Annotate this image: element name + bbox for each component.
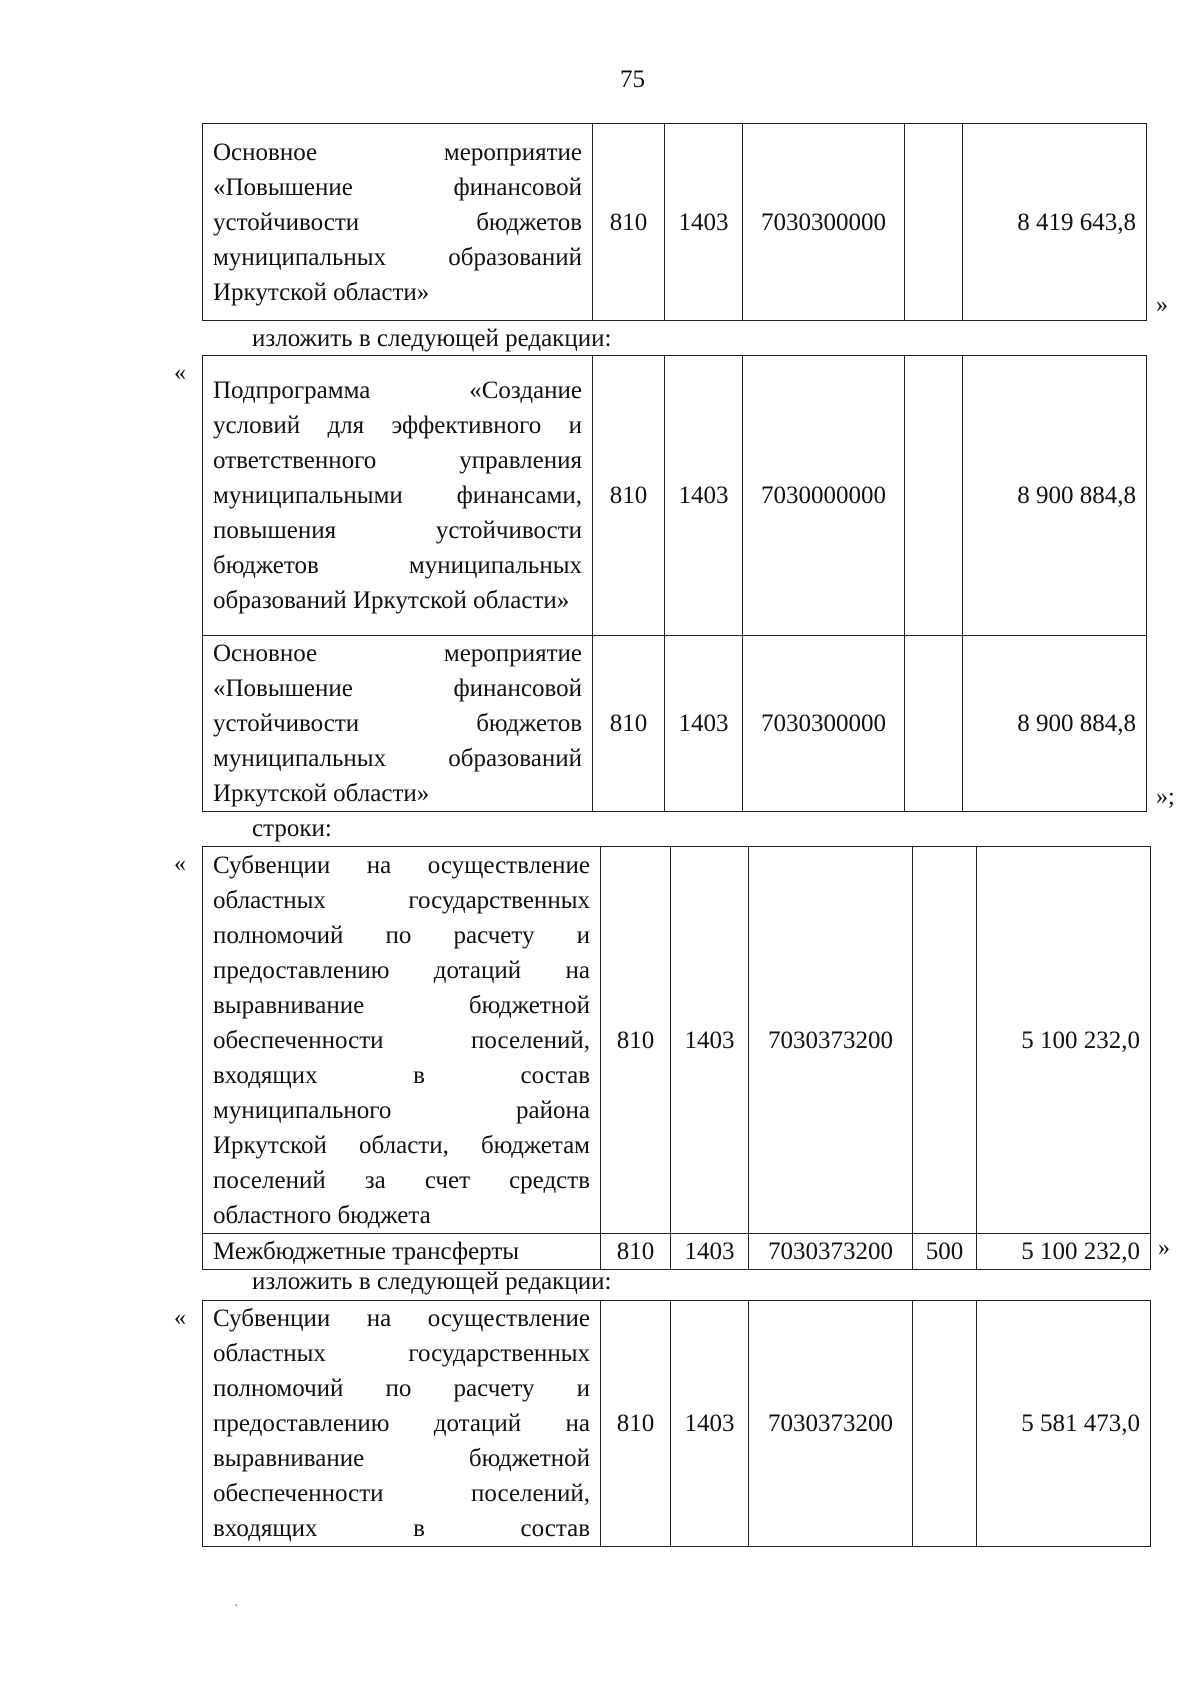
- department-code: 810: [593, 124, 665, 321]
- instruction-text: изложить в следующей редакции:: [252, 1268, 612, 1295]
- department-code: 810: [601, 1234, 671, 1270]
- closing-quote: »: [1158, 1235, 1170, 1261]
- amount: 8 900 884,8: [963, 636, 1147, 812]
- closing-quote: »: [1156, 292, 1168, 318]
- amount: 5 581 473,0: [977, 1301, 1151, 1547]
- department-code: 810: [593, 356, 665, 636]
- expense-type: [905, 124, 963, 321]
- section-code: 1403: [671, 1234, 749, 1270]
- closing-quote-semicolon: »;: [1156, 784, 1175, 810]
- opening-quote: «: [174, 360, 186, 386]
- expense-type: [913, 1301, 977, 1547]
- table-row: [203, 356, 1147, 636]
- table-row: [203, 124, 1147, 321]
- target-article: 7030000000: [743, 356, 905, 636]
- page-number: 75: [620, 66, 645, 93]
- table-row: [203, 636, 1147, 812]
- row-description: Основное мероприятие «Повышение финансовой устойчивости бюджетов муниципальных образований Иркутской области»: [203, 636, 593, 812]
- table-old-main-activity: [202, 123, 1147, 321]
- table-row: [203, 847, 1151, 1234]
- row-description: Подпрограмма «Создание условий для эффективного и ответственного управления муниципальными финансами, повышения устойчивости бюджетов муниципальных образований Иркутской области»: [203, 356, 593, 636]
- target-article: 7030300000: [743, 636, 905, 812]
- section-code: 1403: [671, 1301, 749, 1547]
- opening-quote: «: [174, 1305, 186, 1331]
- instruction-text: изложить в следующей редакции:: [252, 325, 612, 352]
- row-description: Основное мероприятие «Повышение финансовой устойчивости бюджетов муниципальных образований Иркутской области»: [203, 124, 593, 321]
- table-row: [203, 1301, 1151, 1547]
- table-new-subventions: [202, 1300, 1151, 1547]
- section-code: 1403: [665, 636, 743, 812]
- target-article: 7030300000: [743, 124, 905, 321]
- expense-type: [905, 356, 963, 636]
- section-code: 1403: [665, 356, 743, 636]
- table-old-subventions: [202, 846, 1151, 1270]
- amount: 8 419 643,8: [963, 124, 1147, 321]
- row-description: Субвенции на осуществление областных государственных полномочий по расчету и предоставлению дотаций на выравнивание бюджетной обеспеченности поселений, входящих в состав: [203, 1301, 601, 1547]
- row-description: Субвенции на осуществление областных государственных полномочий по расчету и предоставлению дотаций на выравнивание бюджетной обеспеченности поселений, входящих в состав муниципального района Иркутской области, бюджетам поселений за счет средств областного бюджета: [203, 847, 601, 1234]
- table-new-subprogram: [202, 355, 1147, 812]
- department-code: 810: [593, 636, 665, 812]
- expense-type: 500: [913, 1234, 977, 1270]
- opening-quote: «: [174, 851, 186, 877]
- row-description: Межбюджетные трансферты: [203, 1234, 601, 1270]
- amount: 5 100 232,0: [977, 847, 1151, 1234]
- section-code: 1403: [665, 124, 743, 321]
- expense-type: [913, 847, 977, 1234]
- target-article: 7030373200: [749, 1234, 913, 1270]
- expense-type: [905, 636, 963, 812]
- amount: 5 100 232,0: [977, 1234, 1151, 1270]
- department-code: 810: [601, 1301, 671, 1547]
- target-article: 7030373200: [749, 847, 913, 1234]
- instruction-text: строки:: [252, 815, 332, 842]
- table-row: [203, 1234, 1151, 1270]
- department-code: 810: [601, 847, 671, 1234]
- amount: 8 900 884,8: [963, 356, 1147, 636]
- target-article: 7030373200: [749, 1301, 913, 1547]
- scan-mark: `: [234, 1603, 239, 1618]
- section-code: 1403: [671, 847, 749, 1234]
